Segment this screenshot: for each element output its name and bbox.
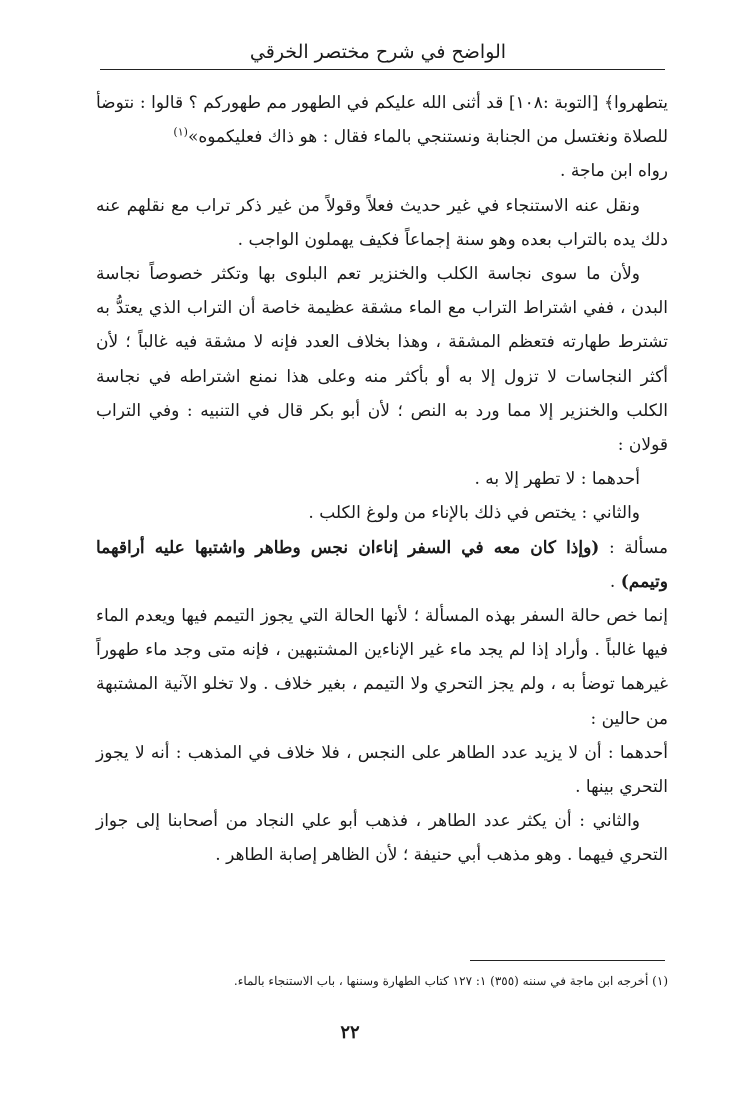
page-number: ٢٢ [340, 1022, 360, 1043]
paragraph-8: إنما خص حالة السفر بهذه المسألة ؛ لأنها الحالة التي يجوز التيمم فيها ويعدم الماء فيها غالباً . وأراد إذا لم يجد ماء غير الإناءين المشتبهين ، فإنه متى وجد ماء طهوراً غيرهما توضأ به ، ولم يجز التحري ولا التيمم ، بغير خلاف . ولا تخلو الآنية المشتبهة من حالين : [96, 606, 668, 729]
footnote-reference: (١) [173, 125, 188, 139]
paragraph-9: أحدهما : أن لا يزيد عدد الطاهر على النجس ، فلا خلاف في المذهب : أنه لا يجوز التحري بينها . [96, 742, 668, 798]
main-text [96, 86, 668, 873]
masala-label: مسألة : [608, 537, 668, 558]
footnote: (١) أخرجه ابن ماجة في سننه (٣٥٥) ١: ١٢٧ كتاب الطهارة وسننها ، باب الاستنجاء بالماء. [233, 974, 668, 988]
footnote-rule [470, 960, 665, 961]
header-rule [100, 69, 665, 70]
paragraph-5: أحدهما : لا تطهر إلا به . [474, 469, 640, 490]
masala-period: . [609, 571, 621, 592]
paragraph-10: والثاني : أن يكثر عدد الطاهر ، فذهب أبو علي النجاد من أصحابنا إلى جواز التحري فيهما . وهو مذهب أبي حنيفة ؛ لأن الظاهر إصابة الطاهر . [96, 811, 668, 866]
paragraph-4: ولأن ما سوى نجاسة الكلب والخنزير تعم البلوى بها وتكثر خصوصاً نجاسة البدن ، ففي اشتراط التراب مع الماء مشقة عظيمة خاصة أن التراب الذي يعتدُّ به تشترط طهارته فتعظم المشقة ، وهذا بخلاف العدد فإنه لا مشقة فيه غالباً ؛ لأن أكثر النجاسات لا تزول إلا به أو بأكثر منه وعلى هذا نمنع اشتراطه في نجاسة الكلب والخنزير إلا مما ورد به النص ؛ لأن أبو بكر قال في التنبيه : وفي التراب قولان : [96, 264, 668, 456]
paragraph-7-masala [96, 531, 668, 599]
masala-bold-text: (وإذا كان معه في السفر إناءان نجس وطاهر واشتبها عليه أراقهما وتيمم) [96, 537, 668, 592]
paragraph-1-text: يتطهروا﴾ [التوبة :١٠٨] قد أثنى الله عليكم في الطهور مم طهوركم ؟ قالوا : نتوضأ للصلاة ونغتسل من الجنابة ونستنجي بالماء فقال : هو ذاك فعليكموه» [96, 93, 669, 148]
paragraph-2: رواه ابن ماجة . [560, 161, 668, 182]
running-header: الواضح في شرح مختصر الخرقي [249, 41, 507, 63]
paragraph-3: ونقل عنه الاستنجاء في غير حديث فعلاً وقولاً من غير ذكر تراب مع نقلهم عنه دلك يده بالتراب بعده وهو سنة إجماعاً فكيف يهملون الواجب . [96, 195, 668, 250]
paragraph-1 [96, 86, 668, 154]
paragraph-6: والثاني : يختص في ذلك بالإناء من ولوغ الكلب . [308, 503, 640, 524]
